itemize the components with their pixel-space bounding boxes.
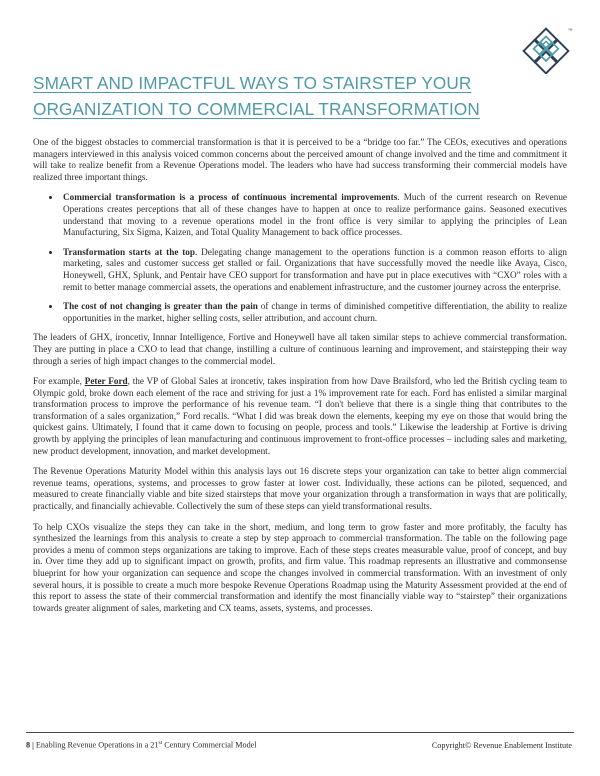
footer-divider bbox=[26, 732, 574, 733]
footer-separator: | bbox=[32, 741, 34, 750]
page-footer bbox=[26, 732, 574, 752]
paragraph-ford-before: For example, bbox=[33, 376, 85, 387]
list-item bbox=[33, 247, 567, 293]
footer-title-after: Century Commercial Model bbox=[162, 741, 257, 750]
intro-paragraph: One of the biggest obstacles to commercial transformation is that it is perceived to be a “bridge too far.” The CEOs, executives and operations managers interviewed in this analysis voiced common concerns about the perceived amount of change involved and the time and commitment it will take to realize benefit from a Revenue Operations model. The leaders who have had success transforming their commercial models have realized three important things. bbox=[33, 137, 567, 182]
bullet-lead: Transformation starts at the top bbox=[63, 246, 195, 257]
brand-logo bbox=[520, 26, 572, 74]
footer-left bbox=[26, 737, 257, 752]
bullet-lead: The cost of not changing is greater than the pain bbox=[63, 301, 258, 312]
bullet-lead: Commercial transformation is a process of continuous incremental improvements bbox=[63, 192, 398, 203]
paragraph-leaders: The leaders of GHX, ironcetiv, Innnar Intelligence, Fortive and Honeywell have all taken similar steps to achieve commercial transformation. They are putting in place a CXO to lead that change, instilling a culture of continuous learning and improvement, and stairstepping their way through a series of high impact changes to the commercial model. bbox=[33, 332, 567, 366]
bullet-rest: of change in terms of diminished competitive differentiation, the ability to realize opportunities in the market, higher selling costs, seller attribution, and account churn. bbox=[63, 301, 567, 323]
list-item bbox=[33, 301, 567, 324]
trademark-symbol: ™ bbox=[567, 28, 573, 34]
bullet-rest: . Delegating change management to the operations function is a common reason efforts to align marketing, sales and customer success get stalled or fail. Organizations that have successfully moved the needle like Avaya, Cisco, Honeywell, GHX, Splunk, and Pentair have CEO support for transformation and have put in place executives with “CXO” roles with a remit to better manage commercial assets, the operations and enablement infrastructure, and the customer journey across the enterprise. bbox=[63, 246, 568, 292]
bullet-rest: . Much of the current research on Revenue Operations creates perceptions that all of these changes have to happen at once to realize performance gains. Seasoned executives understand that moving to a revenue operations model in the front office is very similar to applying the principles of Lean Manufacturing, Six Sigma, Kaizen, and Total Quality Management to back office processes. bbox=[63, 192, 567, 238]
footer-row bbox=[26, 737, 574, 752]
paragraph-ford-after: , the VP of Global Sales at ironcetiv, takes inspiration from how Dave Brailsford, who led the British cycling team to Olympic gold, broke down each element of the race and striving for just a 1% improvement rate for each. Ford has enlisted a similar marginal transformation process to improve the performance of his revenue team. “I don't believe that there is a single thing that contributes to the transformation of a sales organization,” Ford recalls. “What I did was break down the elements, keeping my eye on those that would bring the quickest gains. Ultimately, I found that it came down to focusing on people, process and tools.” Likewise the leadership at Fortive is driving growth by applying the principles of lean manufacturing and continuous improvement to front-office processes – including sales and marketing, new product development, innovation, and market development. bbox=[33, 376, 567, 456]
paragraph-ford bbox=[33, 376, 567, 457]
bullet-dot-icon bbox=[49, 305, 52, 308]
peter-ford-link[interactable]: Peter Ford bbox=[84, 376, 128, 387]
footer-ordinal: st bbox=[158, 740, 163, 747]
page-title: SMART AND IMPACTFUL WAYS TO STAIRSTEP YOUR ORGANIZATION TO COMMERCIAL TRANSFORMATION bbox=[33, 73, 480, 119]
page-number: 8 bbox=[26, 741, 31, 750]
bullet-dot-icon bbox=[49, 196, 52, 199]
list-item bbox=[33, 192, 567, 238]
key-points-list bbox=[33, 192, 567, 324]
paragraph-maturity-model: The Revenue Operations Maturity Model within this analysis lays out 16 discrete steps your organization can take to better align commercial revenue teams, operations, systems, and processes to grow faster at lower cost. Individually, these actions can be piloted, sequenced, and measured to create financially viable and bite sized stairsteps that move your organization through a transformation in ways that are politically, practically, and financially achievable. Collectively the sum of these steps can yield transformational results. bbox=[33, 466, 567, 512]
paragraph-cxo-roadmap: To help CXOs visualize the steps they can take in the short, medium, and long term to grow faster and more profitably, the faculty has synthesized the learnings from this analysis to create a step by step approach to commercial transformation. The table on the following page provides a menu of common steps organizations are taking to improve. Each of these steps creates measurable value, proof of concept, and buy in. Over time they add up to significant impact on growth, profits, and firm value. This roadmap represents an illustrative and commonsense blueprint for how your organization can sequence and scope the changes involved in commercial transformation. With an investment of only several hours, it is possible to create a much more bespoke Revenue Operations Roadmap using the Maturity Assessment provided at the end of this report to assess the state of their commercial transformation and identify the most financially viable way to “stairstep” their organizations towards greater alignment of sales, marketing and CX teams, assets, systems, and processes. bbox=[33, 521, 567, 613]
diamond-logo-icon bbox=[520, 26, 572, 74]
footer-title-before: Enabling Revenue Operations in a 21 bbox=[35, 741, 159, 750]
document-body bbox=[33, 137, 567, 614]
bullet-dot-icon bbox=[49, 251, 52, 254]
copyright-notice: Copyright© Revenue Enablement Institute bbox=[431, 741, 572, 750]
